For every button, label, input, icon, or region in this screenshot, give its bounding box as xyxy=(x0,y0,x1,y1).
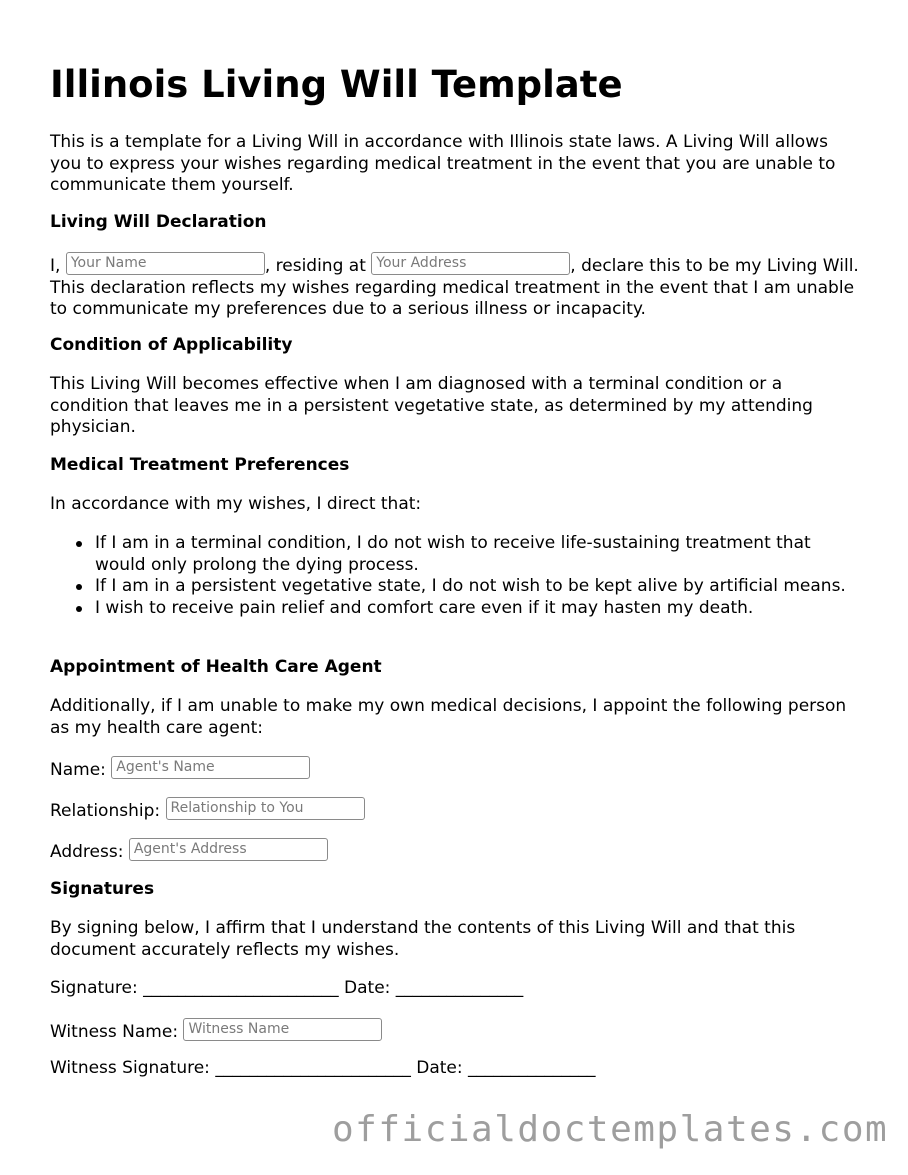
declaration-prefix: I, xyxy=(50,256,61,276)
list-item: If I am in a terminal condition, I do not wish to receive life-sustaining treatment that would only prolong the dying process. xyxy=(50,533,860,576)
list-item: If I am in a persistent vegetative state, I do not wish to be kept alive by artificial means. xyxy=(50,576,860,598)
agent-name-input[interactable]: Agent's Name xyxy=(111,756,310,779)
signatures-intro: By signing below, I affirm that I understand the contents of this Living Will and that this document accurately reflects my wishes. xyxy=(50,918,796,960)
watermark: officialdoctemplates.com xyxy=(332,1109,889,1150)
agent-relationship-row xyxy=(50,797,860,823)
signature-line: Signature: _______________________ Date: _______________ xyxy=(50,978,524,998)
witness-name-row xyxy=(50,1018,860,1044)
your-address-input[interactable]: Your Address xyxy=(371,252,570,275)
declaration-residing-text: , residing at xyxy=(264,256,366,276)
preferences-list xyxy=(50,533,860,619)
preferences-heading: Medical Treatment Preferences xyxy=(50,455,350,475)
signatures-heading: Signatures xyxy=(50,879,155,899)
agent-relationship-label: Relationship: xyxy=(50,801,161,821)
declaration-rest-text: , declare this to be my Living Will. This declaration reflects my wishes regarding medical treatment in the event that I am unable to communicate my preferences due to a serious illness or incapacity. xyxy=(50,256,859,319)
agent-relationship-input[interactable]: Relationship to You xyxy=(166,797,365,820)
applicability-paragraph: This Living Will becomes effective when I am diagnosed with a terminal condition or a condition that leaves me in a persistent vegetative state, as determined by my attending physician. xyxy=(50,374,813,437)
agent-name-label: Name: xyxy=(50,760,106,780)
witness-signature-line: Witness Signature: _______________________ Date: _______________ xyxy=(50,1058,596,1078)
agent-intro: Additionally, if I am unable to make my own medical decisions, I appoint the following person as my health care agent: xyxy=(50,696,847,738)
witness-name-label: Witness Name: xyxy=(50,1022,179,1042)
declaration-paragraph xyxy=(50,252,860,321)
agent-address-input[interactable]: Agent's Address xyxy=(129,838,328,861)
agent-address-label: Address: xyxy=(50,842,124,862)
applicability-heading: Condition of Applicability xyxy=(50,335,293,355)
agent-name-row xyxy=(50,756,860,782)
witness-name-input[interactable]: Witness Name xyxy=(183,1018,382,1041)
your-name-input[interactable]: Your Name xyxy=(66,252,265,275)
preferences-intro: In accordance with my wishes, I direct that: xyxy=(50,494,422,514)
intro-paragraph: This is a template for a Living Will in accordance with Illinois state laws. A Living Will allows you to express your wishes regarding medical treatment in the event that you are unable to communicate them yourself. xyxy=(50,132,836,195)
declaration-heading: Living Will Declaration xyxy=(50,212,267,232)
list-item: I wish to receive pain relief and comfort care even if it may hasten my death. xyxy=(50,598,860,620)
agent-address-row xyxy=(50,838,860,864)
agent-heading: Appointment of Health Care Agent xyxy=(50,657,382,677)
page-title: Illinois Living Will Template xyxy=(50,63,623,106)
